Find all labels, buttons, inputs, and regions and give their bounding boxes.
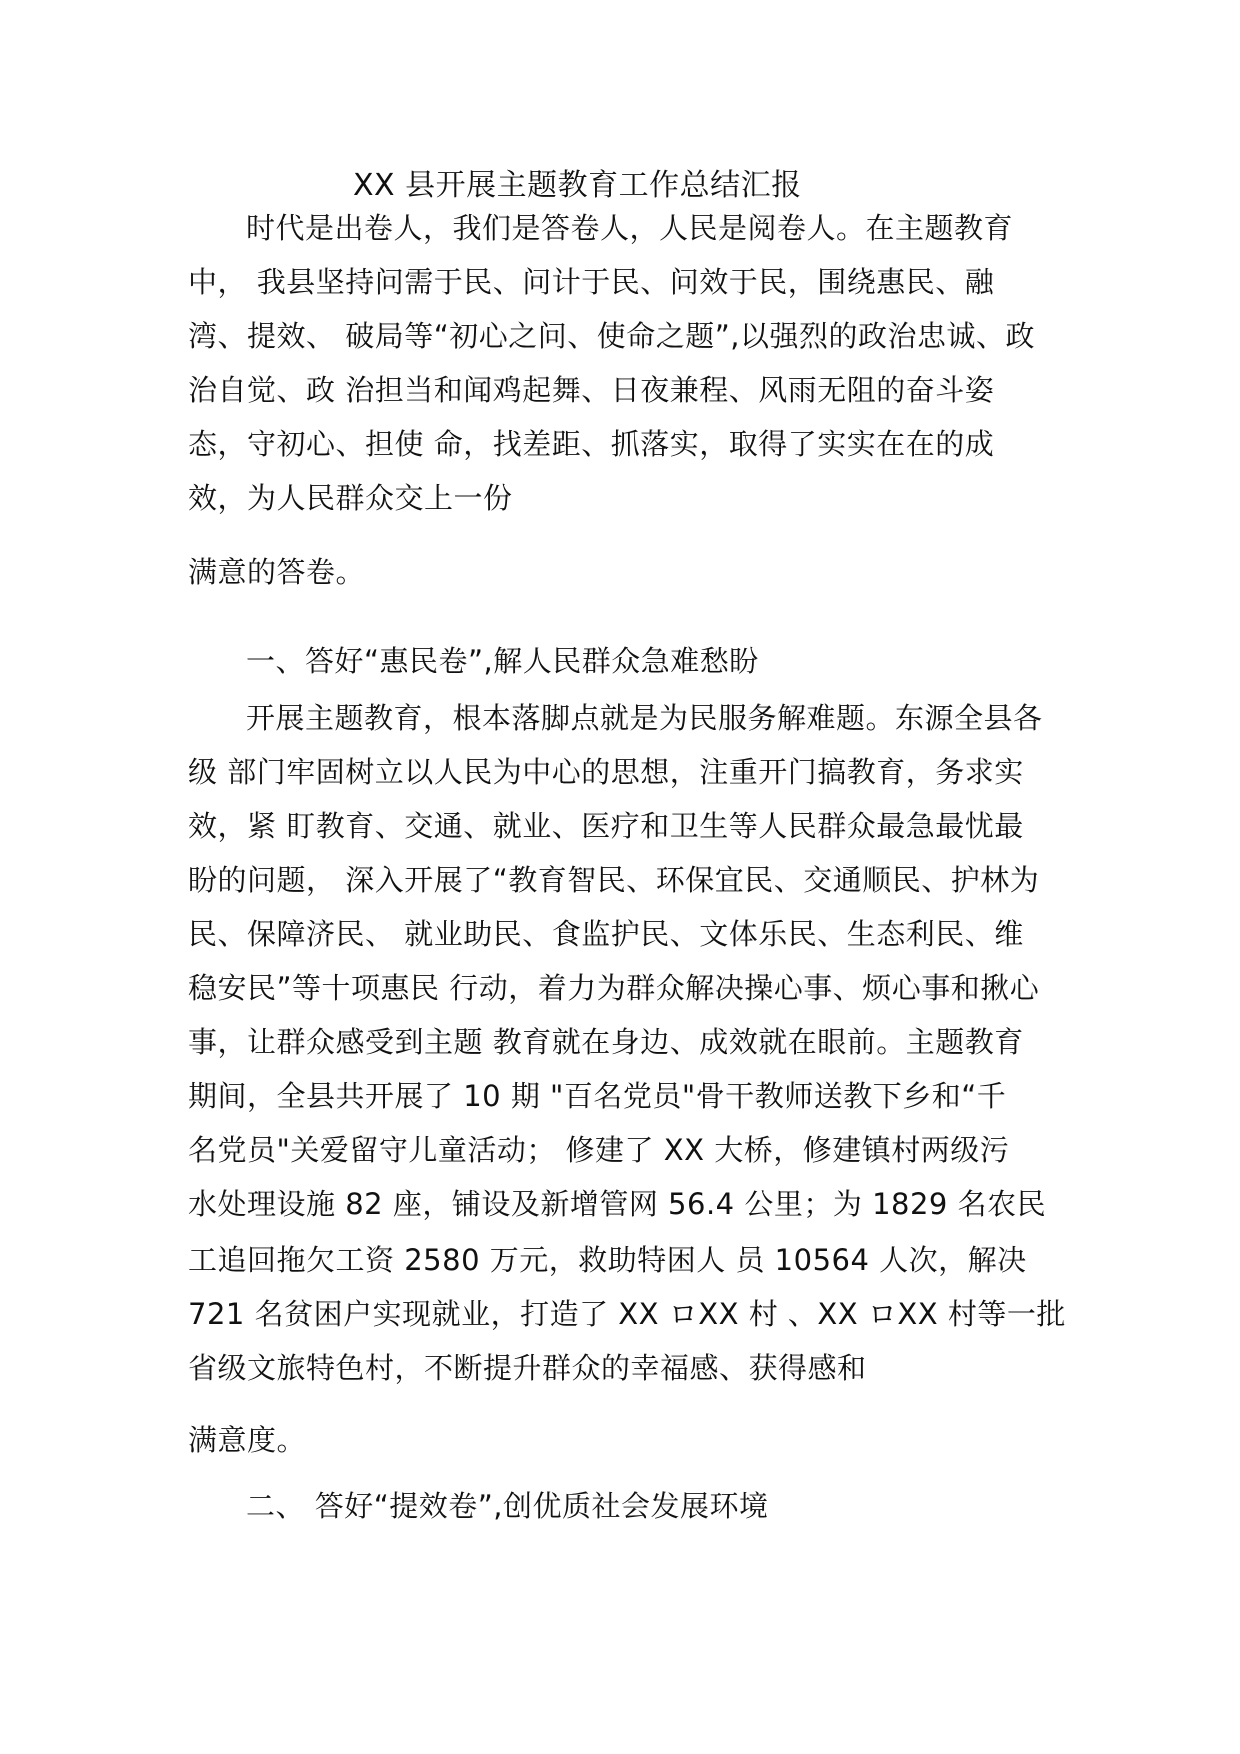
paragraph-line: 期间，全县共开展了 10 期 "百名党员"骨干教师送教下乡和“千 [188,1079,1007,1113]
paragraph-line: 级 部门牢固树立以人民为中心的思想，注重开门搞教育，务求实 [188,755,1024,789]
paragraph-line: 开展主题教育，根本落脚点就是为民服务解难题。东源全县各 [246,701,1043,735]
paragraph-line: 湾、提效、 破局等“初心之问、使命之题”,以强烈的政治忠诚、政 [188,319,1035,353]
paragraph-line: 效，紧 盯教育、交通、就业、医疗和卫生等人民群众最急最忧最 [188,809,1024,843]
section-heading: 一、答好“惠民卷”,解人民群众急难愁盼 [246,644,759,678]
paragraph-line: 名党员"关爱留守儿童活动； 修建了 XX 大桥，修建镇村两级污 [188,1133,1010,1167]
paragraph-line: 民、保障济民、 就业助民、食监护民、文体乐民、生态利民、维 [188,917,1024,951]
paragraph-line: 稳安民”等十项惠民 行动，着力为群众解决操心事、烦心事和揪心 [188,971,1040,1005]
paragraph-line: 治自觉、政 治担当和闻鸡起舞、日夜兼程、风雨无阻的奋斗姿 [188,373,995,407]
paragraph-line: 满意的答卷。 [188,555,366,589]
document-title: XX 县开展主题教育工作总结汇报 [353,168,802,203]
paragraph-line: 水处理设施 82 座，铺设及新增管网 56.4 公里；为 1829 名农民 [188,1187,1047,1221]
paragraph-line: 工追回拖欠工资 2580 万元，救助特困人 员 10564 人次，解决 [188,1243,1027,1277]
paragraph-line: 721 名贫困户实现就业，打造了 XX ロXX 村 、XX ロXX 村等一批 [188,1297,1066,1331]
paragraph-line: 时代是出卷人，我们是答卷人，人民是阅卷人。在主题教育 [246,211,1014,245]
paragraph-line: 省级文旅特色村，不断提升群众的幸福感、获得感和 [188,1351,867,1385]
section-heading: 二、 答好“提效卷”,创优质社会发展环境 [246,1489,769,1523]
paragraph-line: 满意度。 [188,1423,307,1457]
paragraph-line: 中， 我县坚持问需于民、问计于民、问效于民，围绕惠民、融 [188,265,995,299]
paragraph-line: 效，为人民群众交上一份 [188,481,513,515]
paragraph-line: 态，守初心、担使 命，找差距、抓落实，取得了实实在在的成 [188,427,995,461]
paragraph-line: 事，让群众感受到主题 教育就在身边、成效就在眼前。主题教育 [188,1025,1024,1059]
paragraph-line: 盼的问题， 深入开展了“教育智民、环保宜民、交通顺民、护林为 [188,863,1040,897]
